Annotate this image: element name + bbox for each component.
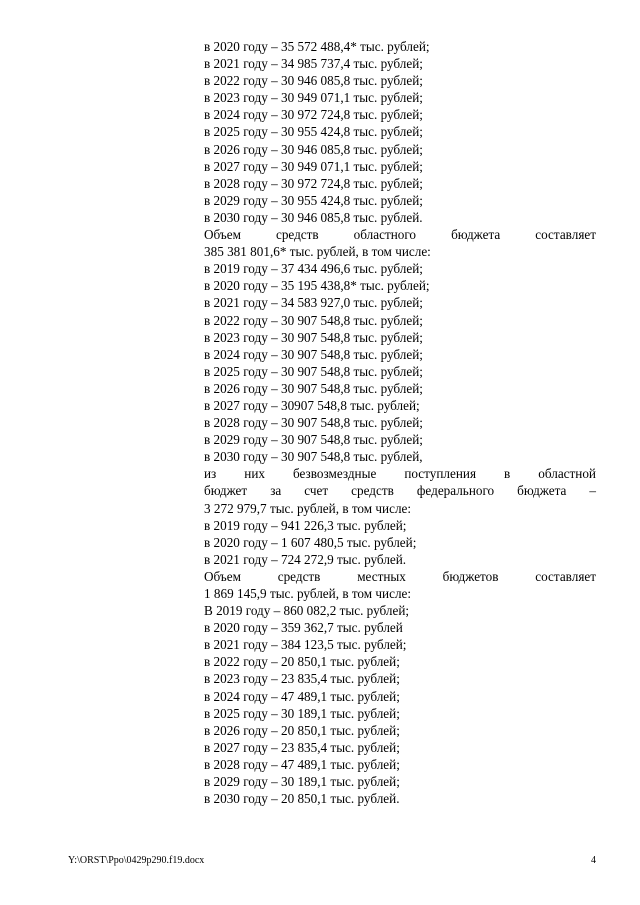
text-line: 385 381 801,6* тыс. рублей, в том числе: (204, 244, 431, 260)
text-line: В 2019 году – 860 082,2 тыс. рублей; (204, 603, 410, 619)
footer-file-path: Y:\ORST\Ppo\0429p290.f19.docx (68, 855, 205, 866)
text-line: в 2020 году – 35 572 488,4* тыс. рублей; (204, 39, 430, 54)
text-line: в 2023 году – 30 907 548,8 тыс. рублей; (204, 329, 423, 345)
text-line: в 2026 году – 30 907 548,8 тыс. рублей; (204, 380, 423, 396)
paragraph-line: Объем средств областного бюджета составляет (204, 227, 596, 243)
paragraph-line: из них безвозмездные поступления в областной (204, 466, 596, 482)
text-line: в 2021 году – 34 583 927,0 тыс. рублей; (204, 295, 423, 311)
text-line: в 2027 году – 23 835,4 тыс. рублей; (204, 739, 400, 755)
page-number: 4 (591, 855, 596, 866)
text-line: в 2023 году – 30 949 071,1 тыс. рублей; (204, 90, 423, 106)
text-line: в 2021 году – 34 985 737,4 тыс. рублей; (204, 56, 423, 72)
text-line: в 2022 году – 20 850,1 тыс. рублей; (204, 654, 400, 670)
text-line: в 2027 году – 30 949 071,1 тыс. рублей; (204, 158, 423, 174)
text-line: в 2024 году – 30 907 548,8 тыс. рублей; (204, 346, 423, 362)
text-line: в 2022 году – 30 907 548,8 тыс. рублей; (204, 312, 423, 328)
text-line: в 2028 году – 30 907 548,8 тыс. рублей; (204, 415, 423, 431)
text-line: в 2030 году – 30 946 085,8 тыс. рублей. (204, 209, 423, 225)
text-line: в 2028 году – 47 489,1 тыс. рублей; (204, 756, 400, 772)
text-line: в 2025 году – 30 189,1 тыс. рублей; (204, 705, 400, 721)
text-line: в 2023 году – 23 835,4 тыс. рублей; (204, 671, 400, 687)
text-line: 1 869 145,9 тыс. рублей, в том числе: (204, 586, 412, 601)
text-line: в 2022 году – 30 946 085,8 тыс. рублей; (204, 73, 423, 89)
text-line: в 2027 году – 30907 548,8 тыс. рублей; (204, 397, 420, 413)
text-line: в 2026 году – 30 946 085,8 тыс. рублей; (204, 141, 423, 157)
text-line: в 2030 году – 20 850,1 тыс. рублей. (204, 791, 400, 807)
text-line: в 2028 году – 30 972 724,8 тыс. рублей; (204, 175, 423, 191)
text-line: в 2029 году – 30 189,1 тыс. рублей; (204, 774, 400, 790)
text-line: в 2025 году – 30 955 424,8 тыс. рублей; (204, 124, 423, 140)
text-line: в 2019 году – 37 434 496,6 тыс. рублей; (204, 261, 423, 277)
text-line: в 2019 году – 941 226,3 тыс. рублей; (204, 517, 407, 533)
paragraph-line: бюджет за счет средств федерального бюджета – (204, 483, 596, 499)
text-line: в 2029 году – 30 955 424,8 тыс. рублей; (204, 192, 423, 208)
document-body (204, 38, 596, 807)
text-line: в 2020 году – 359 362,7 тыс. рублей (204, 620, 403, 636)
text-line: в 2024 году – 30 972 724,8 тыс. рублей; (204, 107, 423, 123)
text-line: в 2024 году – 47 489,1 тыс. рублей; (204, 688, 400, 704)
text-line: в 2030 году – 30 907 548,8 тыс. рублей, (204, 449, 423, 465)
text-line: в 2020 году – 1 607 480,5 тыс. рублей; (204, 534, 417, 550)
paragraph-line: Объем средств местных бюджетов составляет (204, 568, 596, 584)
text-line: в 2029 году – 30 907 548,8 тыс. рублей; (204, 432, 423, 448)
text-line: 3 272 979,7 тыс. рублей, в том числе: (204, 500, 412, 516)
text-line: в 2020 году – 35 195 438,8* тыс. рублей; (204, 278, 430, 294)
text-line: в 2021 году – 724 272,9 тыс. рублей. (204, 551, 407, 567)
text-line: в 2021 году – 384 123,5 тыс. рублей; (204, 637, 407, 653)
text-line: в 2025 году – 30 907 548,8 тыс. рублей; (204, 363, 423, 379)
text-line: в 2026 году – 20 850,1 тыс. рублей; (204, 722, 400, 738)
